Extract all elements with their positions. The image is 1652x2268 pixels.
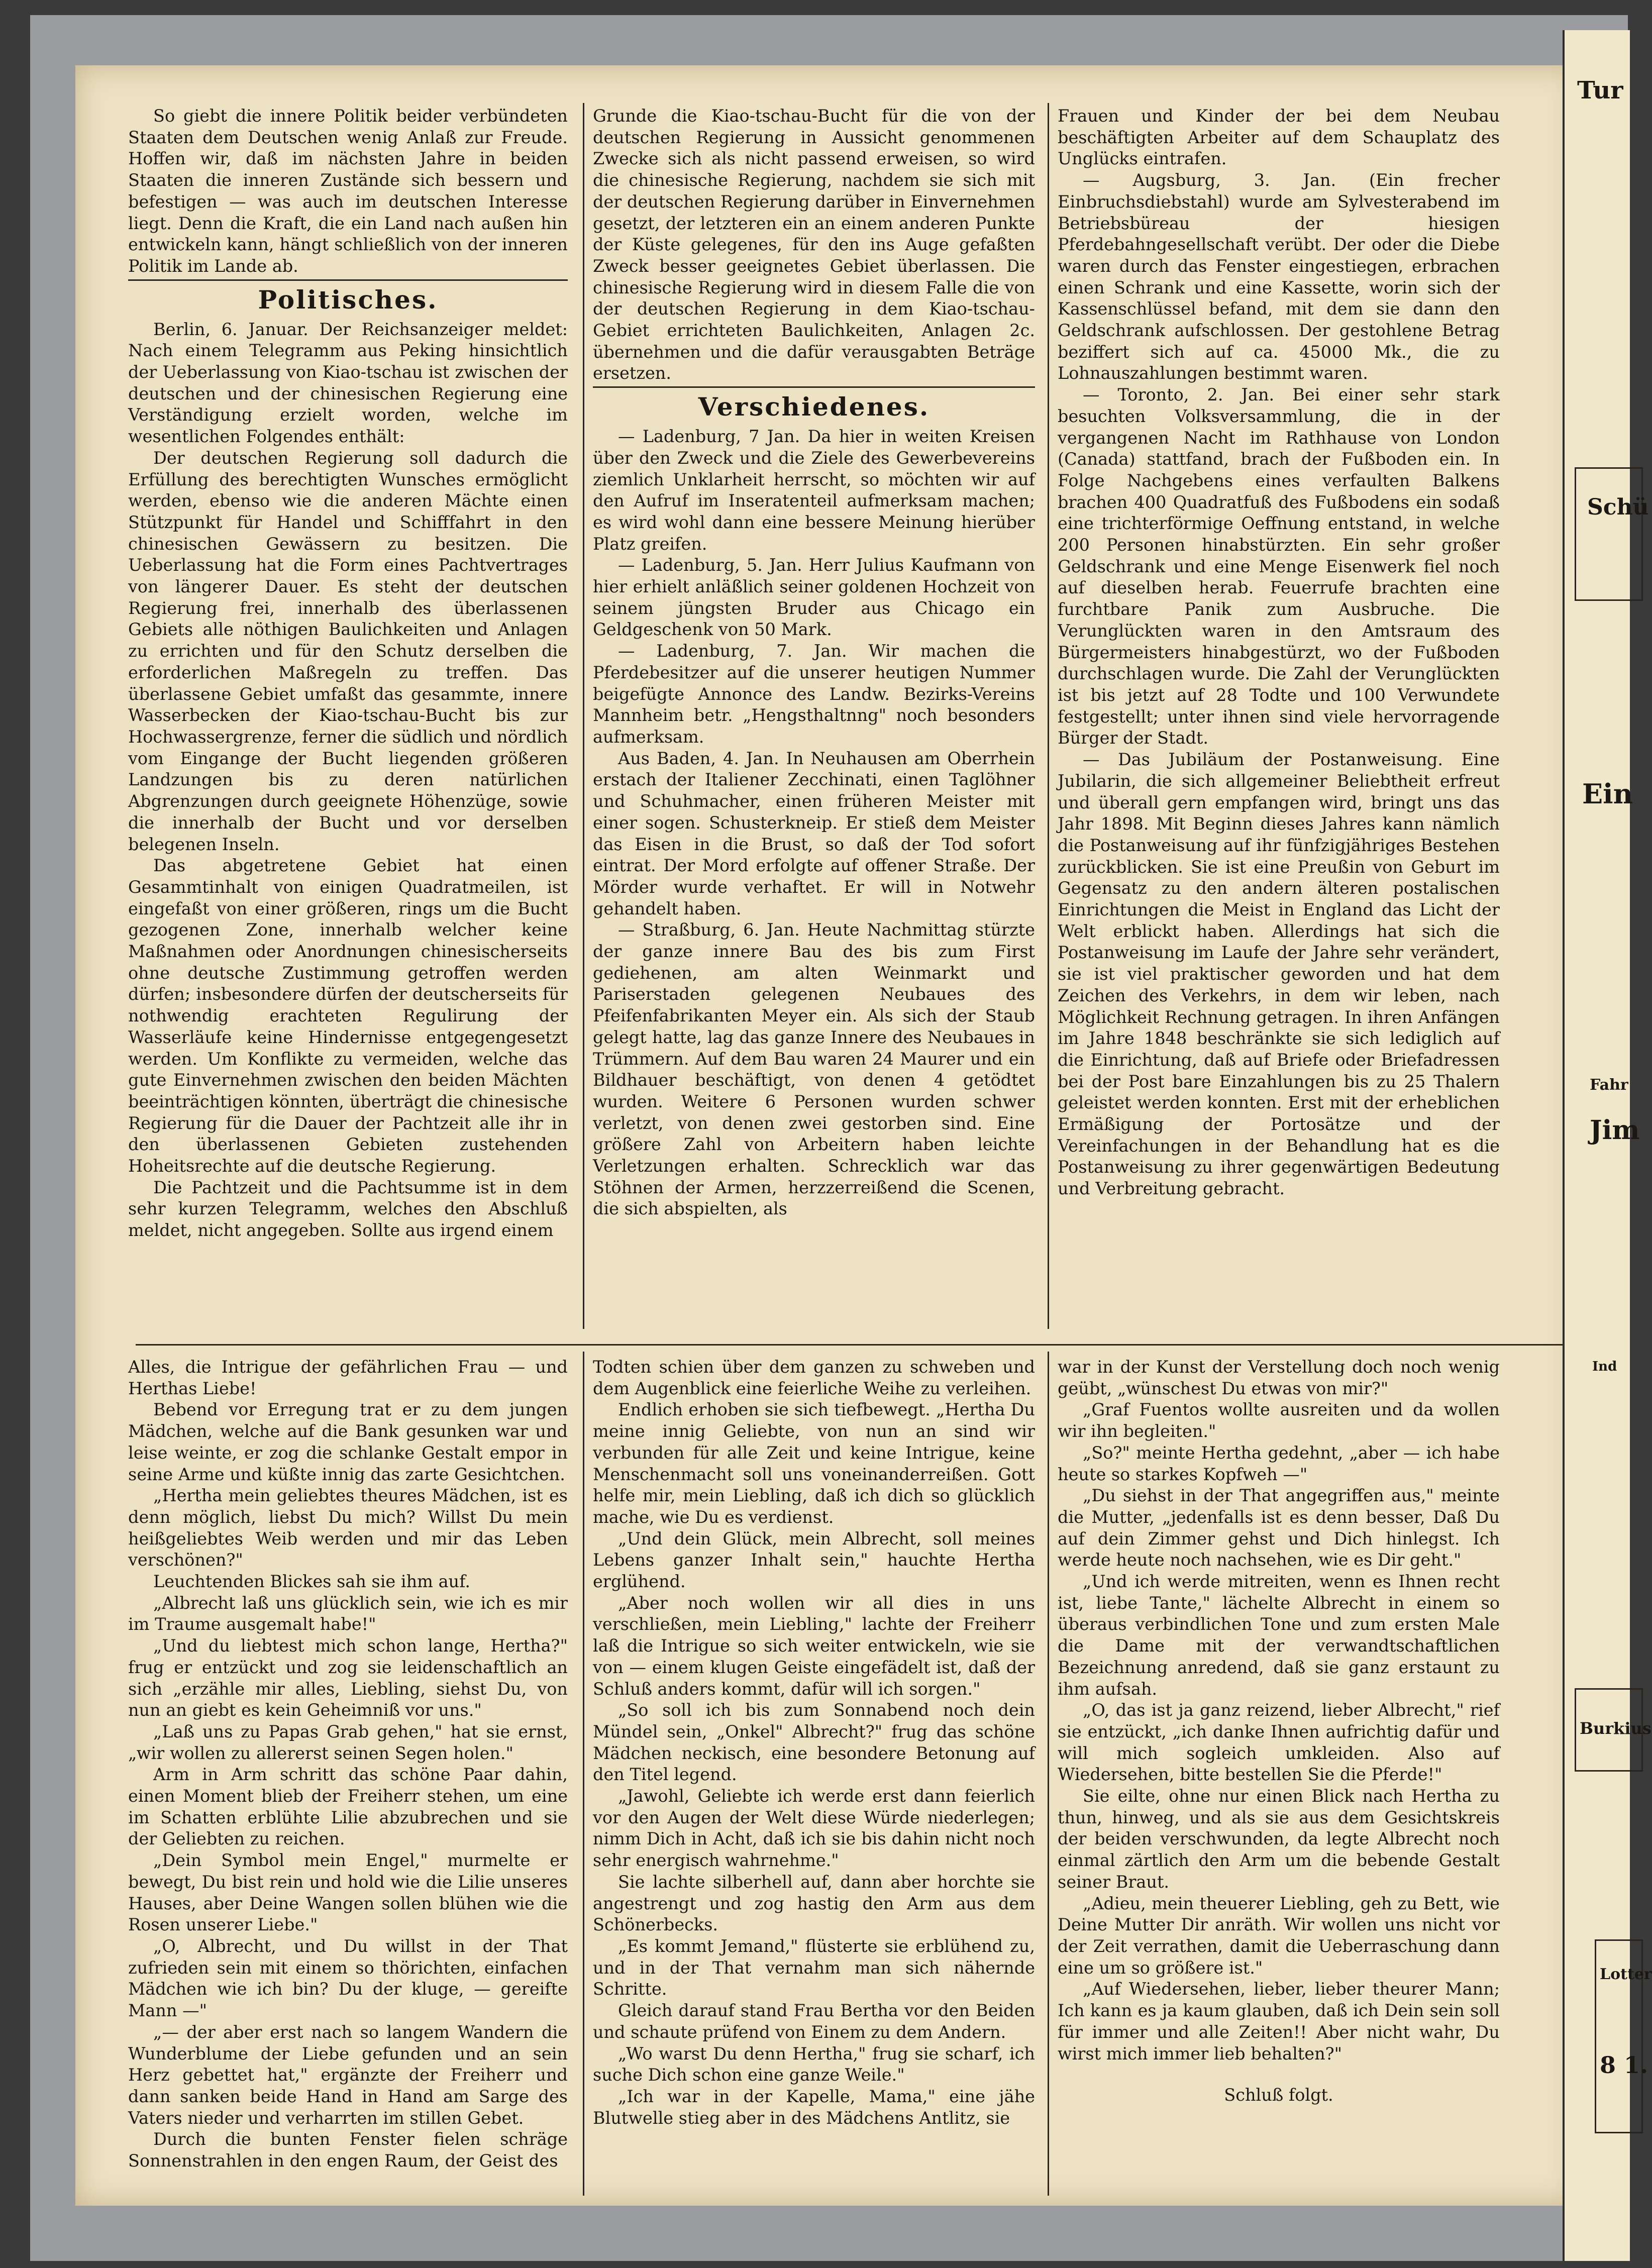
story-paragraph: „So?" meinte Hertha gedehnt, „aber — ich habe heute so starkes Kopfweh —" (1058, 1442, 1500, 1484)
story-paragraph: „Und du liebtest mich schon lange, Hertha?" frug er entzückt und zog sie leidenschaftlich an sich „erzähle mir alles, Liebling, siehst Du, von nun an giebt es kein Geheimniß vor uns." (128, 1636, 568, 1720)
column-rule (1048, 103, 1049, 1329)
story-paragraph: „O, Albrecht, und Du willst in der That zufrieden sein mit einem so thörichten, einfachen Mädchen wie ich bin? Du der kluge, — gereifte Mann —" (128, 1936, 568, 2021)
story-paragraph: „O, das ist ja ganz reizend, lieber Albrecht," rief sie entzückt, „ich danke Ihnen aufrichtig dafür und will mich sogleich umkleiden. Also auf Wiedersehen, bitte bestellen Sie die Pferde!" (1058, 1700, 1500, 1785)
adjacent-page-strip (1563, 30, 1652, 2261)
story-paragraph: Sie lachte silberhell auf, dann aber horchte sie angestrengt und zog hastig den Arm aus dem Schönerbecks. (593, 1872, 1035, 1935)
newspaper-page (75, 65, 1578, 2206)
story-paragraph: „Und dein Glück, mein Albrecht, soll meines Lebens ganzer Inhalt sein," hauchte Hertha erglühend. (593, 1528, 1035, 1592)
article-ladenburg-1: — Ladenburg, 7 Jan. Da hier in weiten Kreisen über den Zweck und die Ziele des Gewerbevereins ziemlich Unklarheit herrscht, so möchten wir auf den Aufruf im Inseratenteil aufmerksam machen; es wird wohl dann eine bessere Meinung hierüber Platz greifen. (593, 427, 1035, 554)
article-ladenburg-3: — Ladenburg, 7. Jan. Wir machen die Pferdebesitzer auf die unserer heutigen Nummer beigefügte Annonce des Landw. Bezirks-Vereins Mannheim betr. „Hengsthaltnng" noch besonders aufmerksam. (593, 641, 1035, 747)
section-rule (593, 386, 1035, 388)
article-berlin-text-2: Das abgetretene Gebiet hat einen Gesammtinhalt von einigen Quadratmeilen, ist eingefaßt von einer größeren, rings um die Bucht gezogenen Zone, innerhalb welcher keine Maßnahmen oder Anordnungen chinesischerseits ohne deutsche Zustimmung getroffen werden dürfen; insbesondere dürfen der deutscherseits für nothwendig erachteten Regulirung der Wasserläufe keine Hindernisse entgegengesetzt werden. Um Konflikte zu vermeiden, welche das gute Einvernehmen zwischen den beiden Mächten beeinträchtigen könnten, überträgt die chinesische Regierung für die Dauer der Pachtzeit alle ihr in den überlassenen Gebieten zustehenden Hoheitsrechte auf die deutsche Regierung. (128, 856, 568, 1176)
article-toronto: — Toronto, 2. Jan. Bei einer sehr stark besuchten Volksversammlung, die in der vergangenen Nacht im Rathhause von London (Canada) stattfand, brach der Fußboden ein. In Folge Nachgebens eines verfaulten Balkens brachen 400 Quadratfuß des Fußbodens ein sodaß eine trichterförmige Oeffnung entstand, in welche 200 Personen hinabstürzten. Ein sehr großer Geldschrank und eine Menge Eisenwerk fiel noch auf dieselben herab. Feuerrufe brachten eine furchtbare Panik zum Ausbruche. Die Verunglückten waren in den Amtsraum des Bürgermeisters hinabgestürzt, wo der Fußboden durchschlagen wurde. Die Zahl der Verunglückten ist bis jetzt auf 28 Todte und 100 Verwundete festgestellt; unter ihnen sind viele hervorragende Bürger der Stadt. (1058, 385, 1500, 748)
fragment-text: Ein (1582, 778, 1633, 810)
section-rule (128, 279, 568, 281)
story-paragraph: „Laß uns zu Papas Grab gehen," hat sie ernst, „wir wollen zu allererst seinen Segen holen." (128, 1721, 568, 1763)
story-paragraph: „Ich war in der Kapelle, Mama," eine jähe Blutwelle stieg aber in des Mädchens Antlitz, sie (593, 2086, 1035, 2128)
article-postanweisung: — Das Jubiläum der Postanweisung. Eine Jubilarin, die sich allgemeiner Beliebtheit erfreut und überall gern empfangen wird, bringt uns das Jahr 1898. Mit Beginn dieses Jahres kann nämlich die Postanweisung auf ihr fünfzigjähriges Bestehen zurückblicken. Sie ist eine Preußin von Geburt im Gegensatz zu den andern älteren postalischen Einrichtungen die Meist in England das Licht der Welt erblickt haben. Allerdings hat sich die Postanweisung im Laufe der Jahre sehr verändert, sie ist viel praktischer geworden und hat dem Zeichen des Verkehrs, in dem wir leben, nach Möglichkeit Rechnung getragen. In ihren Anfängen im Jahre 1848 beschränkte sie sich lediglich auf die Einrichtung, daß auf Briefe oder Briefadressen bei der Post bare Einzahlungen bis zu 25 Thalern geleistet werden konnten. Erst mit der erheblichen Ermäßigung der Portosätze und der Vereinfachungen in der Behandlung hat es die Postanweisung zu ihrer gegenwärtigen Bedeutung und Verbreitung gebracht. (1058, 750, 1500, 1199)
story-paragraph: „Auf Wiedersehen, lieber, lieber theurer Mann; Ich kann es ja kaum glauben, daß ich Dein sein soll für immer und alle Zeiten!! Aber nicht wahr, Du wirst mich immer lieb behalten?" (1058, 1979, 1500, 2064)
story-column-2 (593, 1357, 1035, 2196)
story-paragraph: Sie eilte, ohne nur einen Blick nach Hertha zu thun, hinweg, und als sie aus dem Gesichtskreis der beiden verschwunden, da legte Albrecht noch einmal zärtlich den Arm um die bebende Gestalt seiner Braut. (1058, 1786, 1500, 1892)
story-paragraph: „Albrecht laß uns glücklich sein, wie ich es mir im Traume ausgemalt habe!" (128, 1593, 568, 1634)
story-paragraph: „Wo warst Du denn Hertha," frug sie scharf, ich suche Dich schon eine ganze Weile." (593, 2043, 1035, 2085)
story-paragraph: „Adieu, mein theuerer Liebling, geh zu Bett, wie Deine Mutter Dir anräth. Wir wollen uns nicht vor der Zeit verrathen, damit die Ueberraschung dann eine um so größere ist." (1058, 1893, 1500, 1978)
top-column-1 (128, 106, 568, 1331)
fragment-text: 8 1. (1600, 2051, 1648, 2079)
story-paragraph: „— der aber erst nach so langem Wandern die Wunderblume der Liebe gefunden und an sein Herz gebettet hat," ergänzte der Freiherr und dann sanken beide Hand in Hand am Sarge des Vaters nieder und verharrten im stillen Gebet. (128, 2022, 568, 2128)
column-rule (583, 1352, 584, 2196)
story-paragraph: „Jawohl, Geliebte ich werde erst dann feierlich vor den Augen der Welt diese Würde niederlegen; nimm Dich in Acht, daß ich sie bis dahin nicht noch sehr energisch wahrnehme." (593, 1786, 1035, 1871)
story-paragraph: Alles, die Intrigue der gefährlichen Frau — und Herthas Liebe! (128, 1357, 568, 1398)
heading-politisches: Politisches. (258, 284, 438, 315)
story-paragraph: Endlich erhoben sie sich tiefbewegt. „Hertha Du meine innig Geliebte, von nun an sind wir verbunden für alle Zeit und keine Intrigue, keine Menschenmacht soll uns voneinanderreißen. Gott helfe mir, mein Liebling, daß ich dich so glücklich mache, wie Du es verdienst. (593, 1400, 1035, 1527)
article-berlin-text-1: Der deutschen Regierung soll dadurch die Erfüllung des berechtigten Wunsches ermöglicht werden, ebenso wie die anderen Mächte einen Stützpunkt für Handel und Schifffahrt in den chinesischen Gewässern zu besitzen. Die Ueberlassung hat die Form eines Pachtvertrages von längerer Dauer. Es steht der deutschen Regierung frei, innerhalb des überlassenen Gebiets alle nöthigen Baulichkeiten und Anlagen zu errichten und für den Schutz derselben die erforderlichen Maßregeln zu treffen. Das überlassene Gebiet umfaßt das gesammte, innere Wasserbecken der Kiao-tschau-Bucht bis zur Hochwassergrenze, ferner die südlich und nördlich vom Eingange der Bucht liegenden größeren Landzungen bis zu deren natürlichen Abgrenzungen durch geeignete Höhenzüge, sowie die innerhalb der Bucht und vor derselben belegenen Inseln. (128, 448, 568, 854)
fragment-text: Tur (1577, 76, 1623, 105)
to-be-continued: Schluß folgt. (1224, 2085, 1333, 2105)
story-paragraph: „Dein Symbol mein Engel," murmelte er bewegt, Du bist rein und hold wie die Lilie unseres Hauses, aber Deine Wangen sollen blühen wie die Rosen unserer Liebe." (128, 1850, 568, 1935)
top-column-2 (593, 106, 1035, 1331)
fragment-text: Lotter (1600, 1966, 1652, 1983)
top-column-3 (1058, 106, 1500, 1331)
story-paragraph: „Hertha mein geliebtes theures Mädchen, ist es denn möglich, liebst Du mich? Willst Du mein heißgeliebtes Weib werden und mir das Leben verschönen?" (128, 1486, 568, 1570)
fragment-text: Fahr (1590, 1076, 1628, 1094)
article-baden: Aus Baden, 4. Jan. In Neuhausen am Oberrhein erstach der Italiener Zecchinati, einen Taglöhner und Schuhmacher, einen früheren Meister mit einer sogen. Schusterkneip. Er stieß dem Meister das Eisen in die Brust, so daß der Tod sofort eintrat. Der Mord erfolgte auf offener Straße. Der Mörder wurde verhaftet. Er will in Notwehr gehandelt haben. (593, 748, 1035, 918)
story-paragraph: „Es kommt Jemand," flüsterte sie erblühend zu, und in der That vernahm man sich nähernde Schritte. (593, 1936, 1035, 1999)
fragment-text: Schü (1587, 494, 1649, 520)
article-strassburg: — Straßburg, 6. Jan. Heute Nachmittag stürzte der ganze innere Bau des bis zum First gediehenen, am alten Weinmarkt und Pariserstaden gelegenen Neubaues des Pfeifenfabrikanten Meyer ein. Als sich der Staub gelegt hatte, lag das ganze Innere des Neubaues in Trümmern. Auf dem Bau waren 24 Maurer und ein Bildhauer beschäftigt, von denen 4 getödtet wurden. Weitere 6 Personen wurden schwer verletzt, von denen zwei gestorben sind. Eine größere Zahl von Arbeitern haben leichte Verletzungen erhalten. Schrecklich war das Stöhnen der Armen, herzzerreißend die Scenen, die sich abspielten, als (593, 920, 1035, 1219)
story-paragraph: „Und ich werde mitreiten, wenn es Ihnen recht ist, liebe Tante," lächelte Albrecht in einem so überaus verbindlichen Tone und zum ersten Male die Dame mit der verwandtschaftlichen Bezeichnung anredend, daß sie ganz erstaunt zu ihm aufsah. (1058, 1572, 1500, 1699)
column-rule (1048, 1352, 1049, 2196)
fragment-text: Burkius (1580, 1719, 1651, 1738)
feuilleton-divider (136, 1344, 1568, 1346)
intro-paragraph: So giebt die innere Politik beider verbündeten Staaten dem Deutschen wenig Anlaß zur Freude. Hoffen wir, daß im nächsten Jahre in beiden Staaten die inneren Zustände sich bessern und befestigen — was auch im deutschen Interesse liegt. Denn die Kraft, die ein Land nach außen hin entwickeln kann, hängt schließlich von der inneren Politik im Lande ab. (128, 106, 568, 276)
article-berlin: Berlin, 6. Januar. Der Reichsanzeiger meldet: Nach einem Telegramm aus Peking hinsichtlich der Ueberlassung von Kiao-tschau ist zwischen der deutschen und der chinesischen Regierung eine Verständigung erzielt worden, welche im wesentlichen Folgendes enthält: (128, 319, 568, 447)
story-column-1 (128, 1357, 568, 2196)
heading-verschiedenes: Verschiedenes. (698, 392, 930, 422)
article-berlin-text-3: Die Pachtzeit und die Pachtsumme ist in dem sehr kurzen Telegramm, welches den Abschluß meldet, nicht angegeben. Sollte aus irgend einem (128, 1177, 568, 1241)
article-strassburg-cont: Frauen und Kinder der bei dem Neubau beschäftigten Arbeiter auf dem Schauplatz des Unglücks eintrafen. (1058, 106, 1500, 169)
story-paragraph: Arm in Arm schritt das schöne Paar dahin, einen Moment blieb der Freiherr stehen, um eine im Schatten erblühte Lilie abzubrechen und sie der Geliebten zu reichen. (128, 1765, 568, 1849)
story-column-3 (1058, 1357, 1500, 2196)
fragment-text: Ind (1592, 1359, 1617, 1374)
story-paragraph: war in der Kunst der Verstellung doch noch wenig geübt, „wünschest Du etwas von mir?" (1058, 1357, 1500, 1398)
story-paragraph: Todten schien über dem ganzen zu schweben und dem Augenblick eine feierliche Weihe zu verleihen. (593, 1357, 1035, 1398)
story-paragraph: „Aber noch wollen wir all dies in uns verschließen, mein Liebling," lachte der Freiherr laß die Intrigue so sich weiter entwickeln, wie sie von — einem klugen Geiste eingefädelt ist, daß der Schluß anders kommt, dafür will ich sorgen." (593, 1593, 1035, 1699)
article-ladenburg-2: — Ladenburg, 5. Jan. Herr Julius Kaufmann von hier erhielt anläßlich seiner goldenen Hochzeit von seinem jüngsten Bruder aus Chicago ein Geldgeschenk von 50 Mark. (593, 555, 1035, 640)
article-kiautschou-cont: Grunde die Kiao-tschau-Bucht für die von der deutschen Regierung in Aussicht genommenen Zwecke sich als nicht passend erweisen, so wird die chinesische Regierung, nachdem sie sich mit der deutschen Regierung darüber in Einvernehmen gesetzt, der letzteren ein an einem anderen Punkte der Küste gelegenes, für den ins Auge gefaßten Zweck besser geeignetes Gebiet überlassen. Die chinesische Regierung wird in diesem Falle die von der deutschen Regierung in dem Kiao-tschau-Gebiet errichteten Baulichkeiten, Anlagen 2c. übernehmen und die dafür verausgabten Beträge ersetzen. (593, 106, 1035, 383)
story-paragraph: Leuchtenden Blickes sah sie ihm auf. (153, 1572, 470, 1592)
story-paragraph: Durch die bunten Fenster fielen schräge Sonnenstrahlen in den engen Raum, der Geist des (128, 2129, 568, 2171)
fragment-text: Jim (1590, 1115, 1640, 1146)
story-paragraph: Gleich darauf stand Frau Bertha vor den Beiden und schaute prüfend von Einem zu dem Andern. (593, 2001, 1035, 2042)
story-paragraph: Bebend vor Erregung trat er zu dem jungen Mädchen, welche auf die Bank gesunken war und leise weinte, er zog die schlanke Gestalt empor in seine Arme und küßte innig das zarte Gesichtchen. (128, 1400, 568, 1484)
story-paragraph: „Graf Fuentos wollte ausreiten und da wollen wir ihn begleiten." (1058, 1400, 1500, 1441)
ad-box (1575, 467, 1643, 601)
story-paragraph: „So soll ich bis zum Sonnabend noch dein Mündel sein, „Onkel" Albrecht?" frug das schöne Mädchen neckisch, eine besondere Betonung auf den Titel legend. (593, 1700, 1035, 1785)
article-augsburg: — Augsburg, 3. Jan. (Ein frecher Einbruchsdiebstahl) wurde am Sylvesterabend im Betriebsbüreau der hiesigen Pferdebahngesellschaft verübt. Der oder die Diebe waren durch das Fenster eingestiegen, erbrachen einen Schrank und eine Kassette, worin sich der Kassenschlüssel befand, mit dem sie dann den Geldschrank aufschlossen. Der gestohlene Betrag beziffert sich auf ca. 45000 Mk., die zu Lohnauszahlungen bestimmt waren. (1058, 170, 1500, 383)
column-rule (583, 103, 584, 1329)
story-paragraph: „Du siehst in der That angegriffen aus," meinte die Mutter, „jedenfalls ist es denn besser, Daß Du auf dein Zimmer gehst und Dich hinlegst. Ich werde heute noch nachsehen, wie es Dir geht." (1058, 1486, 1500, 1570)
